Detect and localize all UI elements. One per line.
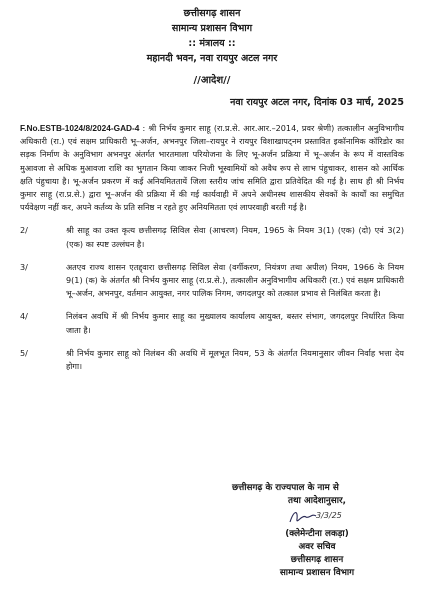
signature-date: 3/3/25 [316,511,342,520]
paragraph-4 [20,310,404,336]
signature-scribble-icon [288,508,318,528]
paragraph-3-text: अतएव राज्य शासन एतद्द्वारा छत्तीसगढ़ सिविल सेवा (वर्गीकरण, नियंत्रण तथा अपील) नियम, 1966 के नियम 9(1) (क) के अंतर्गत श्री निर्भय कुमार साहू (रा.प्र.से.), तत्कालीन अनुविभागीय अधिकारी (रा.) एवं सक्षम प्राधिकारी भू–अर्जन, अभनपुर, वर्तमान आयुक्त, नगर पालिक निगम, जगदलपुर को तत्काल प्रभाव से निलंबित करता है। [66,261,404,299]
paragraph-3-number: 3/ [20,261,28,272]
paragraph-5-text: श्री निर्भय कुमार साहू को निलंबन की अवधि में मूलभूत नियम, 53 के अंतर्गत नियमानुसार जीवन निर्वाह भत्ता देय होगा। [66,347,404,372]
paragraph-2-number: 2/ [20,225,28,236]
order-date: नवा रायपुर अटल नगर, दिनांक 03 मार्च, 2025 [230,97,404,108]
signatory-govt: छत्तीसगढ़ शासन [290,555,344,565]
signatory-designation: अवर सचिव [298,542,336,552]
letterhead [20,6,404,66]
secretariat: :: मंत्रालय :: [188,38,236,49]
paragraph-5 [20,347,404,373]
signatory-name: (क्लेमेन्टीना लकड़ा) [285,529,349,539]
office-address: महानदी भवन, नवा रायपुर अटल नगर [146,53,278,64]
order-line: तथा आदेशानुसार, [288,496,346,506]
paragraph-5-number: 5/ [20,347,28,358]
file-number: F.No.ESTB-1024/8/2024-GAD-4 [20,123,140,133]
paragraph-3 [20,261,404,301]
govt-name: छत्तीसगढ़ शासन [183,8,241,19]
authority-line: छत्तीसगढ़ के राज्यपाल के नाम से [232,483,339,493]
department-name: सामान्य प्रशासन विभाग [171,23,253,34]
paragraph-1 [20,122,404,214]
order-heading: //आदेश// [193,75,231,86]
paragraph-2 [20,224,404,250]
signatory-department: सामान्य प्रशासन विभाग [279,568,355,578]
paragraph-1-text: : श्री निर्भय कुमार साहू (रा.प्र.से. आर.आर.–2014, प्रवर श्रेणी) तत्कालीन अनुविभागीय अधिकारी (रा.) एवं सक्षम प्राधिकारी भू–अर्जन, अभनपुर जिला–रायपुर ने रायपुर विशाखापट्नम प्रस्तावित इकॉनामिक कॉरिडोर का सड़क निर्माण के अनुविभाग अभनपुर अंतर्गत भारतमाला परियोजना के लिए भू-अर्जन प्रक्रिया में भू–अर्जन के रूप में वास्तविक मुआवजा से अधिक मुआवजा राशि का भुगतान किया जाकर निजी भूस्वामियों को अवैध रूप से लाभ पंहुचाकर, शासन को आर्थिक क्षति पंहुचाया है। भू-अर्जन प्रकरण में कई अनियमिततायें जिला स्तरीय जांच समिति द्वारा प्रतिवेदित की गई है। साथ ही श्री निर्भय कुमार साहू (रा.प्र.से.) द्वारा भू–अर्जन की प्रक्रिया में की गई कार्यवाही में अपने अधीनस्थ शासकीय सेवकों के कार्यों का समुचित पर्यवेक्षण नहीं कर, अपने कर्तव्य के प्रति सनिष्ठ न रहते हुए अनियमितता एवं लापरवाही बरती गई है। [20,123,404,213]
paragraph-4-text: निलंबन अवधि में श्री निर्भय कुमार साहू का मुख्यालय कार्यालय आयुक्त, बस्तर संभाग, जगदलपुर निर्धारित किया जाता है। [66,311,404,335]
handwritten-signature [232,508,402,528]
paragraph-2-text: श्री साहू का उक्त कृत्य छत्तीसगढ़ सिविल सेवा (आचरण) नियम, 1965 के नियम 3(1) (एक) (दो) एवं 3(2) (एक) का स्पष्ट उल्लंघन है। [66,225,404,249]
signature-block [232,482,402,580]
paragraph-4-number: 4/ [20,311,28,322]
